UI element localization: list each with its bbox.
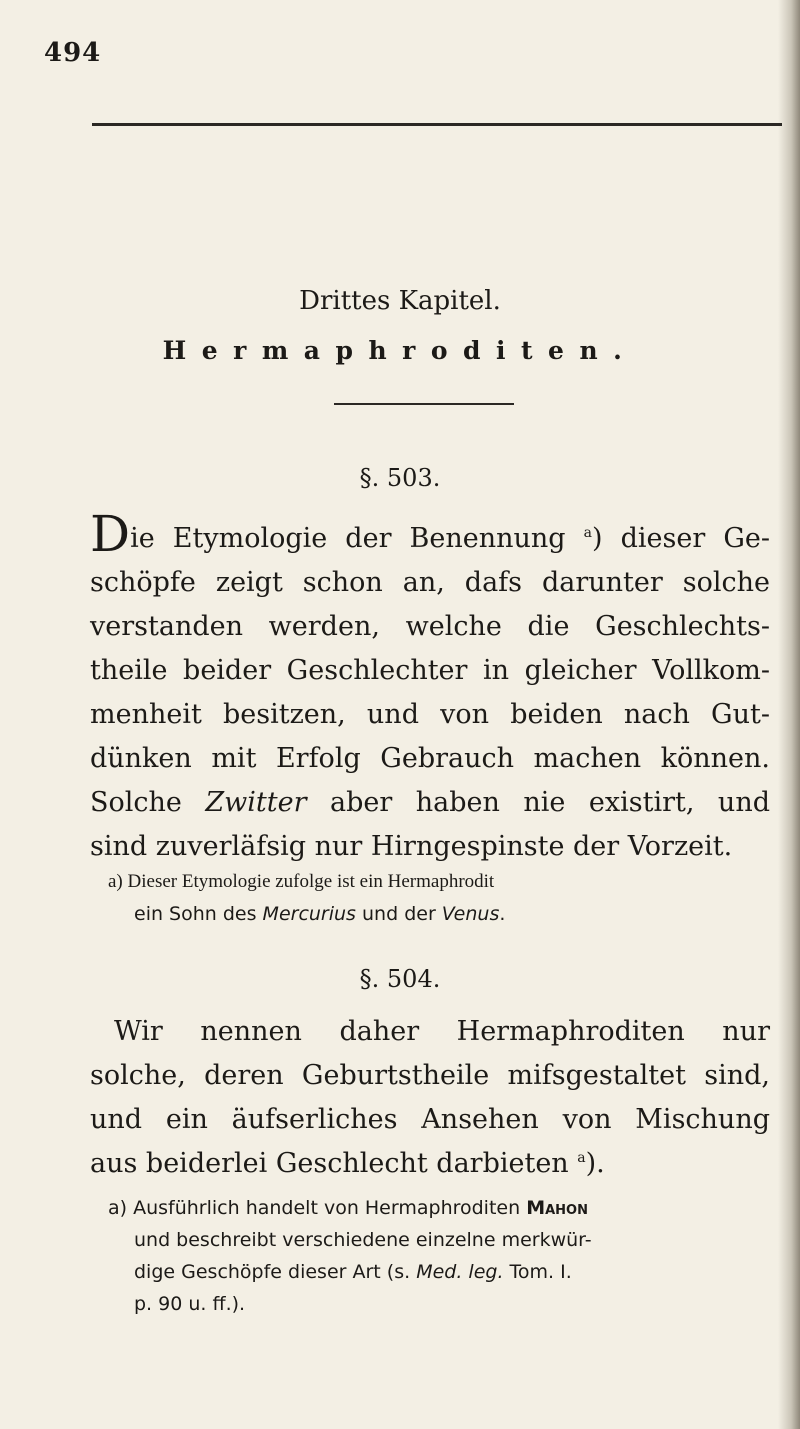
- page-number: 494: [44, 38, 102, 68]
- title-divider: [334, 403, 514, 405]
- drop-cap: D: [90, 505, 131, 563]
- footnote-ref: a: [583, 525, 593, 541]
- chapter-title: Drittes Kapitel.: [299, 286, 501, 316]
- footnote-503: [108, 866, 770, 930]
- footnote-line: und beschreibt verschiedene einzelne merkwür-: [134, 1229, 592, 1251]
- text-line: menheit besitzen, und von beiden nach Gut-: [90, 699, 770, 730]
- italic-term: Zwitter: [205, 787, 307, 818]
- text-line: solche, deren Geburtstheile mifsgestaltet sind,: [90, 1060, 770, 1091]
- footnote-line: dige Geschöpfe dieser Art (s. Med. leg. Tom. I.: [134, 1261, 572, 1283]
- text-line: verstanden werden, welche die Geschlechts-: [90, 611, 770, 642]
- footnote-504: [108, 1192, 770, 1320]
- footnote-line: p. 90 u. ff.).: [134, 1293, 246, 1315]
- text-line: sind zuverläfsig nur Hirngespinste der Vorzeit.: [90, 831, 733, 862]
- text-line: Wir nennen daher Hermaphroditen nur: [114, 1016, 770, 1047]
- footnote-line: a) Dieser Etymologie zufolge ist ein Hermaphrodit: [108, 871, 495, 892]
- footnote-ref: a: [577, 1150, 586, 1166]
- author-name: Mahon: [526, 1197, 588, 1219]
- text-line: Solche Zwitter aber haben nie existirt, und: [90, 787, 770, 818]
- footnote-line: ein Sohn des Mercurius und der Venus.: [134, 903, 506, 925]
- section-heading-504: §. 504.: [359, 965, 441, 993]
- text-line: schöpfe zeigt schon an, dafs darunter solche: [90, 567, 770, 598]
- paragraph-504: [90, 1010, 770, 1186]
- text-line: theile beider Geschlechter in gleicher Vollkom-: [90, 655, 770, 686]
- text-line: aus beiderlei Geschlecht darbieten $^a$).: [90, 1148, 605, 1179]
- text-line: Die Etymologie der Benennung $^a$) dieser Ge-: [90, 505, 770, 563]
- text-line: dünken mit Erfolg Gebrauch machen können.: [90, 743, 770, 774]
- section-heading-503: §. 503.: [359, 464, 441, 492]
- paragraph-503: [90, 505, 770, 869]
- text-line: und ein äufserliches Ansehen von Mischung: [90, 1104, 770, 1135]
- italic-abbrev: Med. leg.: [416, 1261, 504, 1283]
- header-rule: [92, 123, 782, 126]
- footnote-line: a) Ausführlich handelt von Hermaphroditen Mahon: [108, 1197, 588, 1219]
- page-edge-shadow: [778, 0, 800, 1429]
- chapter-subtitle: Hermaphroditen.: [162, 336, 638, 365]
